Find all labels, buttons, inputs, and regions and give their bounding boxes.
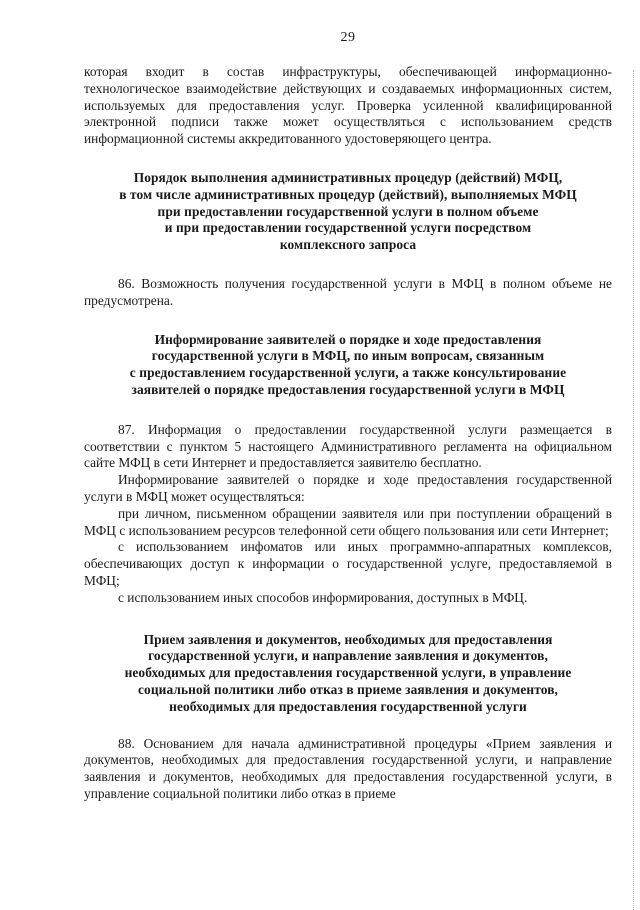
heading-line: в том числе административных процедур (действий), выполняемых МФЦ bbox=[119, 186, 577, 202]
heading-line: социальной политики либо отказ в приеме заявления и документов, bbox=[138, 681, 558, 697]
heading-line: с предоставлением государственной услуги, а также консультирование bbox=[129, 365, 567, 381]
page-margin-line bbox=[633, 70, 634, 910]
section-heading-application-intake bbox=[84, 632, 612, 716]
heading-line: необходимых для предоставления государственной услуги, в управление bbox=[124, 665, 572, 681]
list-item: при личном, письменном обращении заявителя или при поступлении обращений в МФЦ с использованием ресурсов телефонной сети общего пользования или сети Интернет; bbox=[84, 505, 612, 538]
heading-line: Порядок выполнения административных процедур (действий) МФЦ, bbox=[133, 169, 563, 185]
paragraph-86: 86. Возможность получения государственной услуги в МФЦ в полном объеме не предусмотрена. bbox=[84, 275, 612, 308]
list-item: с использованием иных способов информирования, доступных в МФЦ. bbox=[118, 589, 528, 605]
heading-line: Прием заявления и документов, необходимых для предоставления bbox=[143, 631, 553, 647]
heading-line: государственной услуги в МФЦ, по иным вопросам, связанным bbox=[151, 348, 545, 364]
heading-line: при предоставлении государственной услуги в полном объеме bbox=[157, 203, 539, 219]
document-page bbox=[84, 30, 612, 803]
paragraph-88: 88. Основанием для начала административной процедуры «Прием заявления и документов, необходимых для предоставления государственной услуги, и направление заявления и документов, необходимых для предоставления государственной услуги, в управление социальной политики либо отказ в приеме bbox=[84, 735, 612, 801]
section-heading-mfc-procedures bbox=[84, 170, 612, 254]
heading-line: государственной услуги, и направление заявления и документов, bbox=[148, 648, 548, 664]
heading-line: и при предоставлении государственной услуги посредством bbox=[164, 220, 532, 236]
list-item: с использованием инфоматов или иных программно-аппаратных комплексов, обеспечивающих доступ к информации о государственной услуге, предоставляемой в МФЦ; bbox=[84, 539, 612, 588]
section-heading-informing bbox=[84, 332, 612, 399]
heading-line: Информирование заявителей о порядке и ходе предоставления bbox=[154, 331, 542, 347]
heading-line: заявителей о порядке предоставления государственной услуги в МФЦ bbox=[131, 381, 565, 397]
paragraph-87-intro: Информирование заявителей о порядке и ходе предоставления государственной услуги в МФЦ может осуществляться: bbox=[84, 472, 612, 504]
heading-line: необходимых для предоставления государственной услуги bbox=[169, 698, 527, 714]
continuation-paragraph: которая входит в состав инфраструктуры, обеспечивающей информационно-технологическое взаимодействие действующих и создаваемых информационных систем, используемых для предоставления услуг. Проверка усиленной квалифицированной электронной подписи также может осуществляться с использованием средств информационной системы аккредитованного удостоверяющего центра. bbox=[84, 64, 612, 147]
page-number: 29 bbox=[340, 30, 356, 45]
heading-line: комплексного запроса bbox=[279, 237, 417, 253]
paragraph-87: 87. Информация о предоставлении государственной услуги размещается в соответствии с пунктом 5 настоящего Административного регламента на официальном сайте МФЦ в сети Интернет и предоставляется заявителю бесплатно. bbox=[84, 421, 612, 471]
